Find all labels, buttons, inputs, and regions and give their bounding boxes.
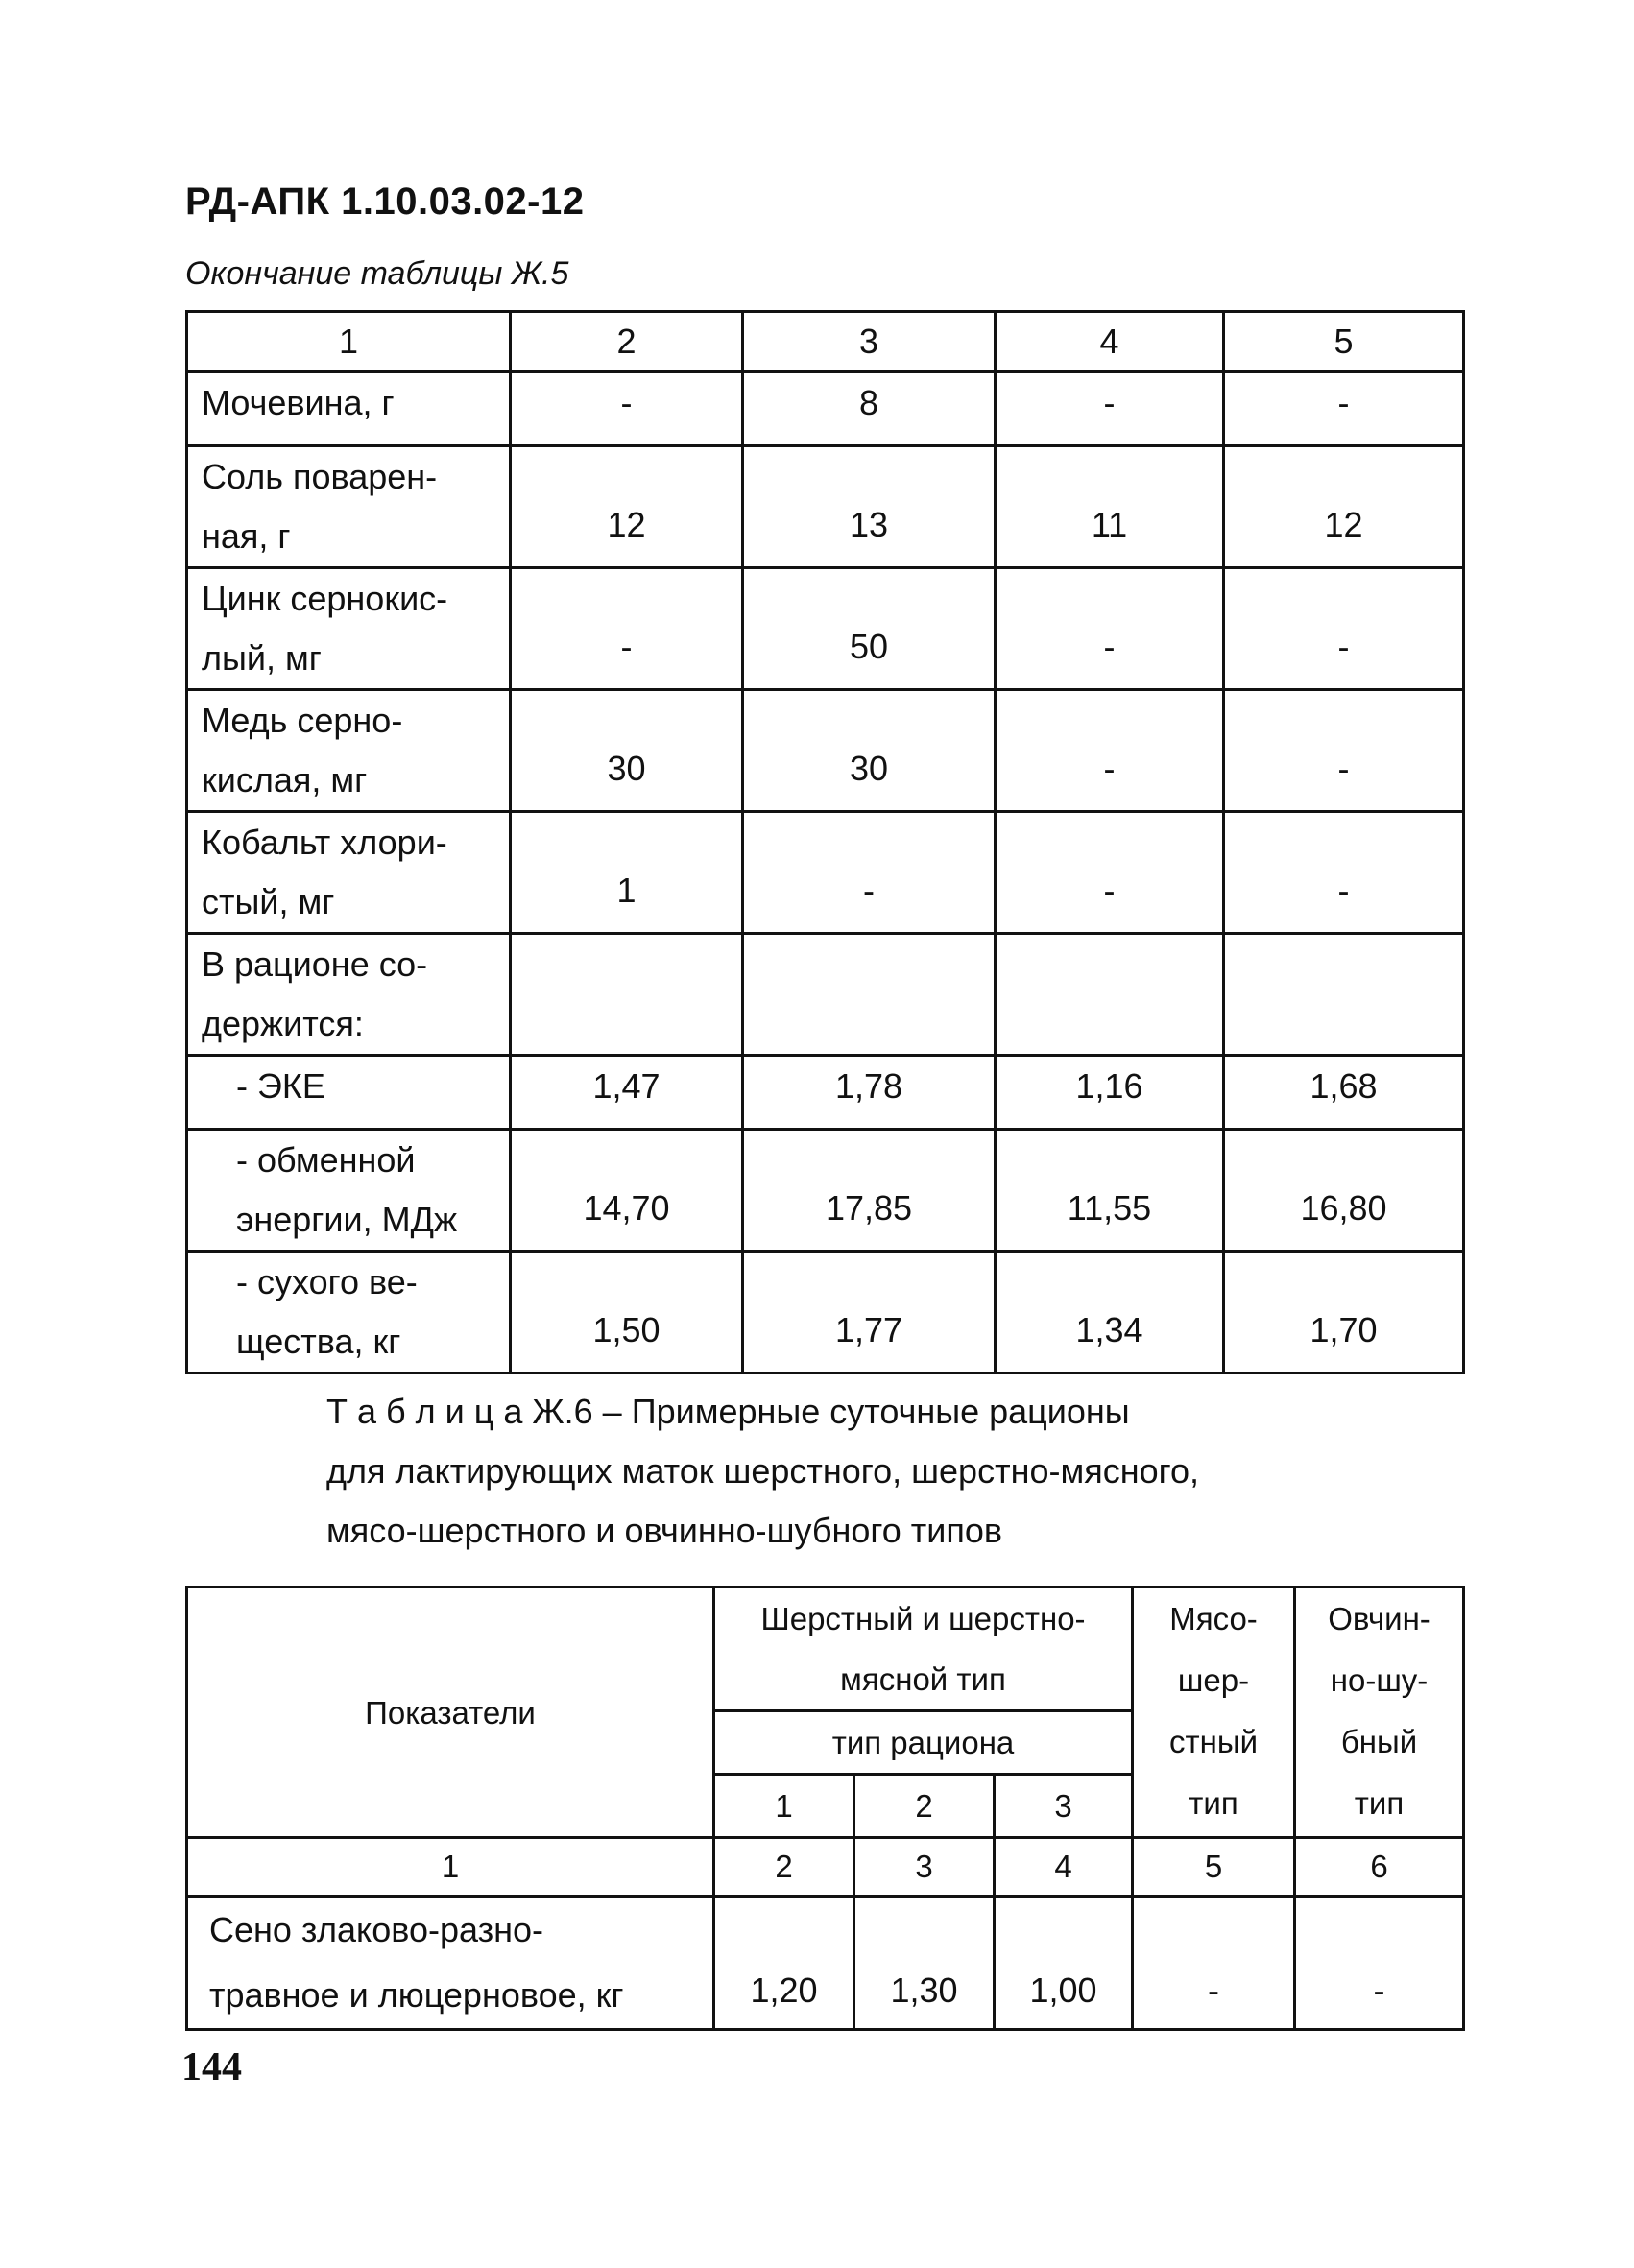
value-cell: - [996, 568, 1224, 690]
column-number-cell: 3 [854, 1838, 995, 1897]
table-row [187, 690, 1464, 812]
value-cell: - [743, 812, 996, 934]
column-number-cell: 3 [743, 312, 996, 372]
column-number-cell: 1 [187, 312, 511, 372]
table-zh5-continuation [185, 310, 1465, 1374]
value-cell: - [996, 690, 1224, 812]
table-zh6 [185, 1586, 1465, 2031]
table-row [187, 372, 1464, 446]
value-cell: 11 [996, 446, 1224, 568]
value-cell: 1,30 [854, 1897, 995, 2030]
ration-number-cell: 2 [854, 1775, 995, 1838]
value-cell: 50 [743, 568, 996, 690]
table-row [187, 934, 1464, 1056]
value-cell: 1,50 [511, 1252, 743, 1373]
value-cell: 30 [511, 690, 743, 812]
value-cell: 16,80 [1224, 1130, 1464, 1252]
value-cell: - [996, 372, 1224, 446]
column-number-cell: 4 [996, 312, 1224, 372]
value-cell: 12 [511, 446, 743, 568]
column-number-cell: 5 [1133, 1838, 1295, 1897]
row-label-cell: Медь серно- кислая, мг [187, 690, 511, 812]
table-row [187, 446, 1464, 568]
row-label-cell: - сухого ве- щества, кг [187, 1252, 511, 1373]
value-cell: - [1224, 690, 1464, 812]
table-zh6-caption: Т а б л и ц а Ж.6 – Примерные суточные рационы для лактирующих маток шерстного, шерстно-мясного, мясо-шерстного и овчинно-шубного типов [326, 1392, 1199, 1550]
value-cell: 1,78 [743, 1056, 996, 1130]
value-cell: - [1133, 1897, 1295, 2030]
column-number-cell: 4 [995, 1838, 1133, 1897]
table-header-row [187, 312, 1464, 372]
value-cell: 1,34 [996, 1252, 1224, 1373]
row-label-cell: - ЭКЕ [187, 1056, 511, 1130]
table-header-row [187, 1588, 1464, 1711]
table-row [187, 812, 1464, 934]
value-cell: - [511, 372, 743, 446]
ration-number-cell: 3 [995, 1775, 1133, 1838]
column-number-cell: 5 [1224, 312, 1464, 372]
value-cell: 17,85 [743, 1130, 996, 1252]
row-label-cell: Цинк сернокис- лый, мг [187, 568, 511, 690]
column-number-cell: 1 [187, 1838, 714, 1897]
value-cell: - [996, 812, 1224, 934]
value-cell: 13 [743, 446, 996, 568]
value-cell: 1,68 [1224, 1056, 1464, 1130]
value-cell: - [511, 568, 743, 690]
indicators-header-cell: Показатели [187, 1588, 714, 1838]
value-cell: - [1224, 568, 1464, 690]
value-cell: 12 [1224, 446, 1464, 568]
page-number: 144 [181, 2045, 242, 2089]
column-number-cell: 6 [1295, 1838, 1464, 1897]
value-cell: 1,00 [995, 1897, 1133, 2030]
value-cell [511, 934, 743, 1056]
row-label-cell: Кобальт хлори- стый, мг [187, 812, 511, 934]
column-number-row [187, 1838, 1464, 1897]
ration-number-cell: 1 [714, 1775, 854, 1838]
table-row [187, 1897, 1464, 2030]
value-cell: - [1224, 372, 1464, 446]
value-cell: 14,70 [511, 1130, 743, 1252]
document-code: РД-АПК 1.10.03.02-12 [185, 180, 585, 223]
row-label-cell: - обменной энергии, МДж [187, 1130, 511, 1252]
value-cell: - [1224, 812, 1464, 934]
value-cell [1224, 934, 1464, 1056]
column-number-cell: 2 [511, 312, 743, 372]
table-continuation-caption: Окончание таблицы Ж.5 [185, 255, 569, 292]
value-cell [743, 934, 996, 1056]
value-cell: 1,16 [996, 1056, 1224, 1130]
value-cell [996, 934, 1224, 1056]
value-cell: 1,70 [1224, 1252, 1464, 1373]
value-cell: - [1295, 1897, 1464, 2030]
value-cell: 1,20 [714, 1897, 854, 2030]
row-label-cell: В рационе со- держится: [187, 934, 511, 1056]
column-number-cell: 2 [714, 1838, 854, 1897]
table-row [187, 1130, 1464, 1252]
value-cell: 1,77 [743, 1252, 996, 1373]
table-row [187, 568, 1464, 690]
sheepskin-type-header-cell: Овчин- но-шу- бный тип [1295, 1588, 1464, 1838]
table-row [187, 1056, 1464, 1130]
value-cell: 30 [743, 690, 996, 812]
value-cell: 11,55 [996, 1130, 1224, 1252]
wool-group-header-cell: Шерстный и шерстно- мясной тип [714, 1588, 1133, 1711]
value-cell: 1,47 [511, 1056, 743, 1130]
row-label-cell: Соль поварен- ная, г [187, 446, 511, 568]
row-label-cell: Мочевина, г [187, 372, 511, 446]
meat-wool-type-header-cell: Мясо- шер- стный тип [1133, 1588, 1295, 1838]
value-cell: 8 [743, 372, 996, 446]
table-row [187, 1252, 1464, 1373]
row-label-cell: Сено злаково-разно- травное и люцерновое, кг [187, 1897, 714, 2030]
value-cell: 1 [511, 812, 743, 934]
ration-type-header-cell: тип рациона [714, 1711, 1133, 1775]
